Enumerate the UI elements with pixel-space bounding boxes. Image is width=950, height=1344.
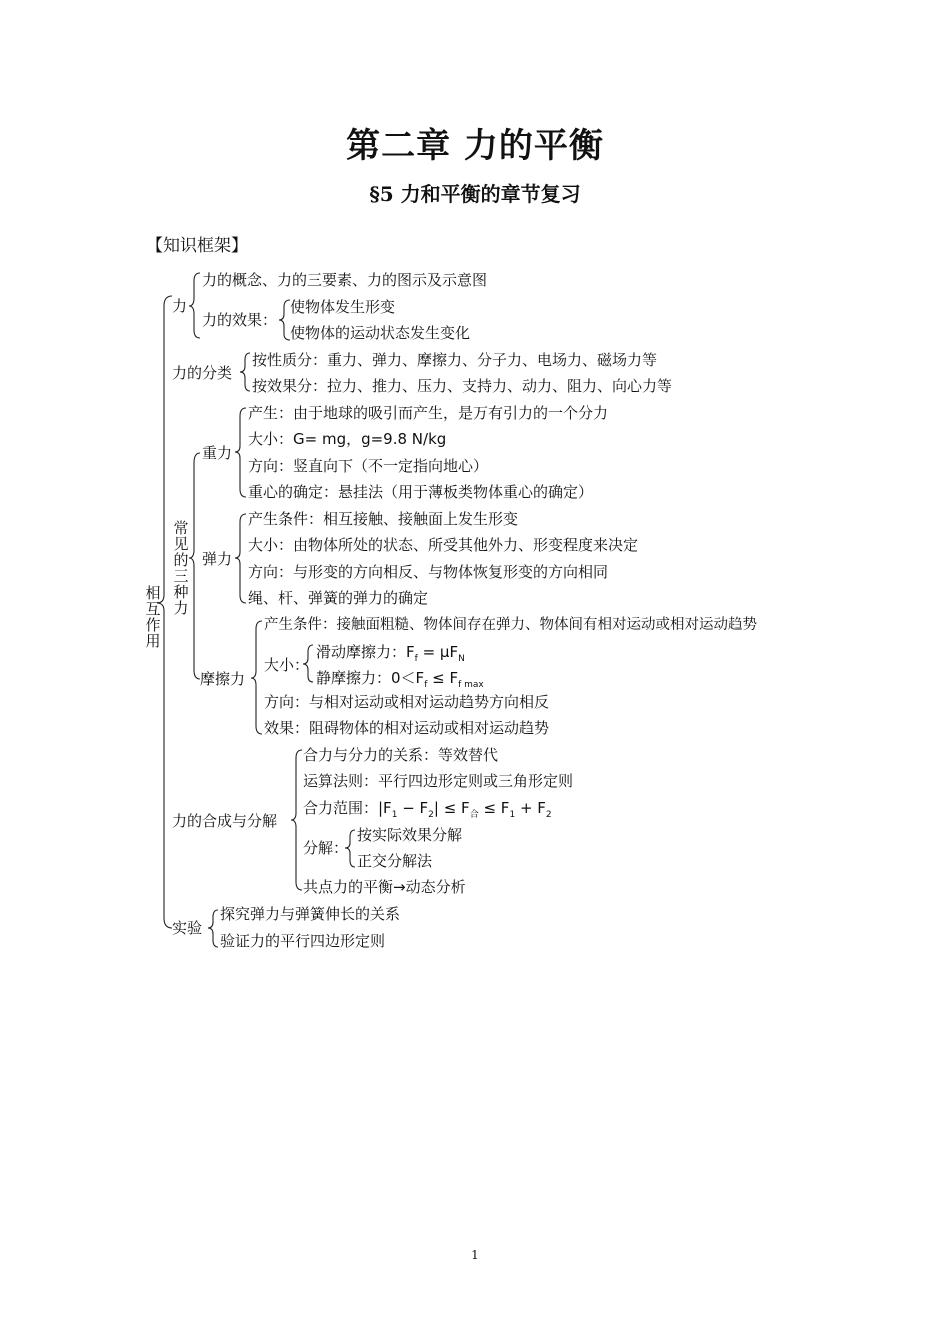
- section-subtitle: §5 力和平衡的章节复习: [369, 182, 581, 206]
- composition-label: 力的合成与分解: [172, 812, 278, 830]
- gravity-brace: [235, 408, 246, 497]
- classification-label: 力的分类: [172, 364, 233, 382]
- composition-equivalence: 合力与分力的关系：等效替代: [303, 746, 499, 764]
- page-number: 1: [471, 1248, 479, 1262]
- friction-condition: 产生条件：接触面粗糙、物体间存在弹力、物体间有相对运动或相对运动趋势: [264, 617, 757, 633]
- force-brace: [189, 273, 200, 338]
- force-effect-label: 力的效果：: [202, 311, 278, 329]
- sliding-friction: 滑动摩擦力：$F_f = \mu F_N$: [316, 643, 465, 664]
- root-label: 相互作用: [145, 584, 161, 650]
- composition-rule: 运算法则：平行四边形定则或三角形定则: [303, 772, 574, 790]
- force-label: 力: [172, 297, 188, 315]
- friction-brace: [251, 621, 262, 734]
- force-concept: 力的概念、力的三要素、力的图示及示意图: [202, 271, 488, 289]
- elastic-brace: [235, 514, 246, 603]
- effect-brace: [279, 300, 290, 340]
- composition-range: 合力范围：$|F_1 - F_2| \le F_合 \le F_1 + F_2$: [303, 799, 552, 820]
- friction-direction: 方向：与相对运动或相对运动趋势方向相反: [264, 693, 550, 711]
- gravity-item: 重心的确定：悬挂法（用于薄板类物体重心的确定）: [248, 483, 594, 501]
- effect-item: 使物体的运动状态发生变化: [290, 324, 471, 342]
- chapter-title: 第二章 力的平衡: [346, 126, 604, 166]
- experiment-item: 验证力的平行四边形定则: [220, 932, 386, 950]
- gravity-item: 大小：G= mg，g=9.8 N/kg: [248, 430, 447, 448]
- equilibrium-item: 共点力的平衡→动态分析: [303, 878, 466, 896]
- elastic-item: 绳、杆、弹簧的弹力的确定: [248, 589, 429, 607]
- friction-label: 摩擦力: [200, 670, 246, 688]
- classification-item: 按效果分：拉力、推力、压力、支持力、动力、阻力、向心力等: [252, 377, 673, 395]
- experiment-item: 探究弹力与弹簧伸长的关系: [220, 905, 401, 923]
- experiment-brace: [208, 910, 218, 947]
- knowledge-framework-label: 【知识框架】: [146, 236, 248, 256]
- gravity-item: 产生：由于地球的吸引而产生，是万有引力的一个分力: [248, 404, 609, 422]
- static-friction: 静摩擦力：$0<F_f \le F_{f max}$: [316, 669, 484, 690]
- composition-brace: [291, 750, 302, 890]
- friction-effect: 效果：阻碍物体的相对运动或相对运动趋势: [264, 719, 550, 737]
- gravity-label: 重力: [202, 444, 233, 462]
- elastic-label: 弹力: [202, 550, 233, 568]
- common-forces-label: 常见的三种力: [173, 519, 189, 617]
- elastic-item: 方向：与形变的方向相反、与物体恢复形变的方向相同: [248, 563, 609, 581]
- elastic-item: 产生条件：相互接触、接触面上发生形变: [248, 510, 519, 528]
- common-brace: [189, 453, 200, 679]
- friction-size-label: 大小：: [264, 656, 310, 674]
- decomposition-item: 正交分解法: [357, 852, 433, 870]
- elastic-item: 大小：由物体所处的状态、所受其他外力、形变程度来决定: [248, 536, 639, 554]
- classification-item: 按性质分：重力、弹力、摩擦力、分子力、电场力、磁场力等: [252, 351, 658, 369]
- classification-brace: [240, 353, 250, 391]
- decomposition-item: 按实际效果分解: [357, 826, 463, 844]
- experiment-label: 实验: [172, 919, 203, 937]
- decomposition-label: 分解：: [303, 839, 349, 857]
- gravity-item: 方向：竖直向下（不一定指向地心）: [248, 457, 489, 475]
- effect-item: 使物体发生形变: [290, 298, 396, 316]
